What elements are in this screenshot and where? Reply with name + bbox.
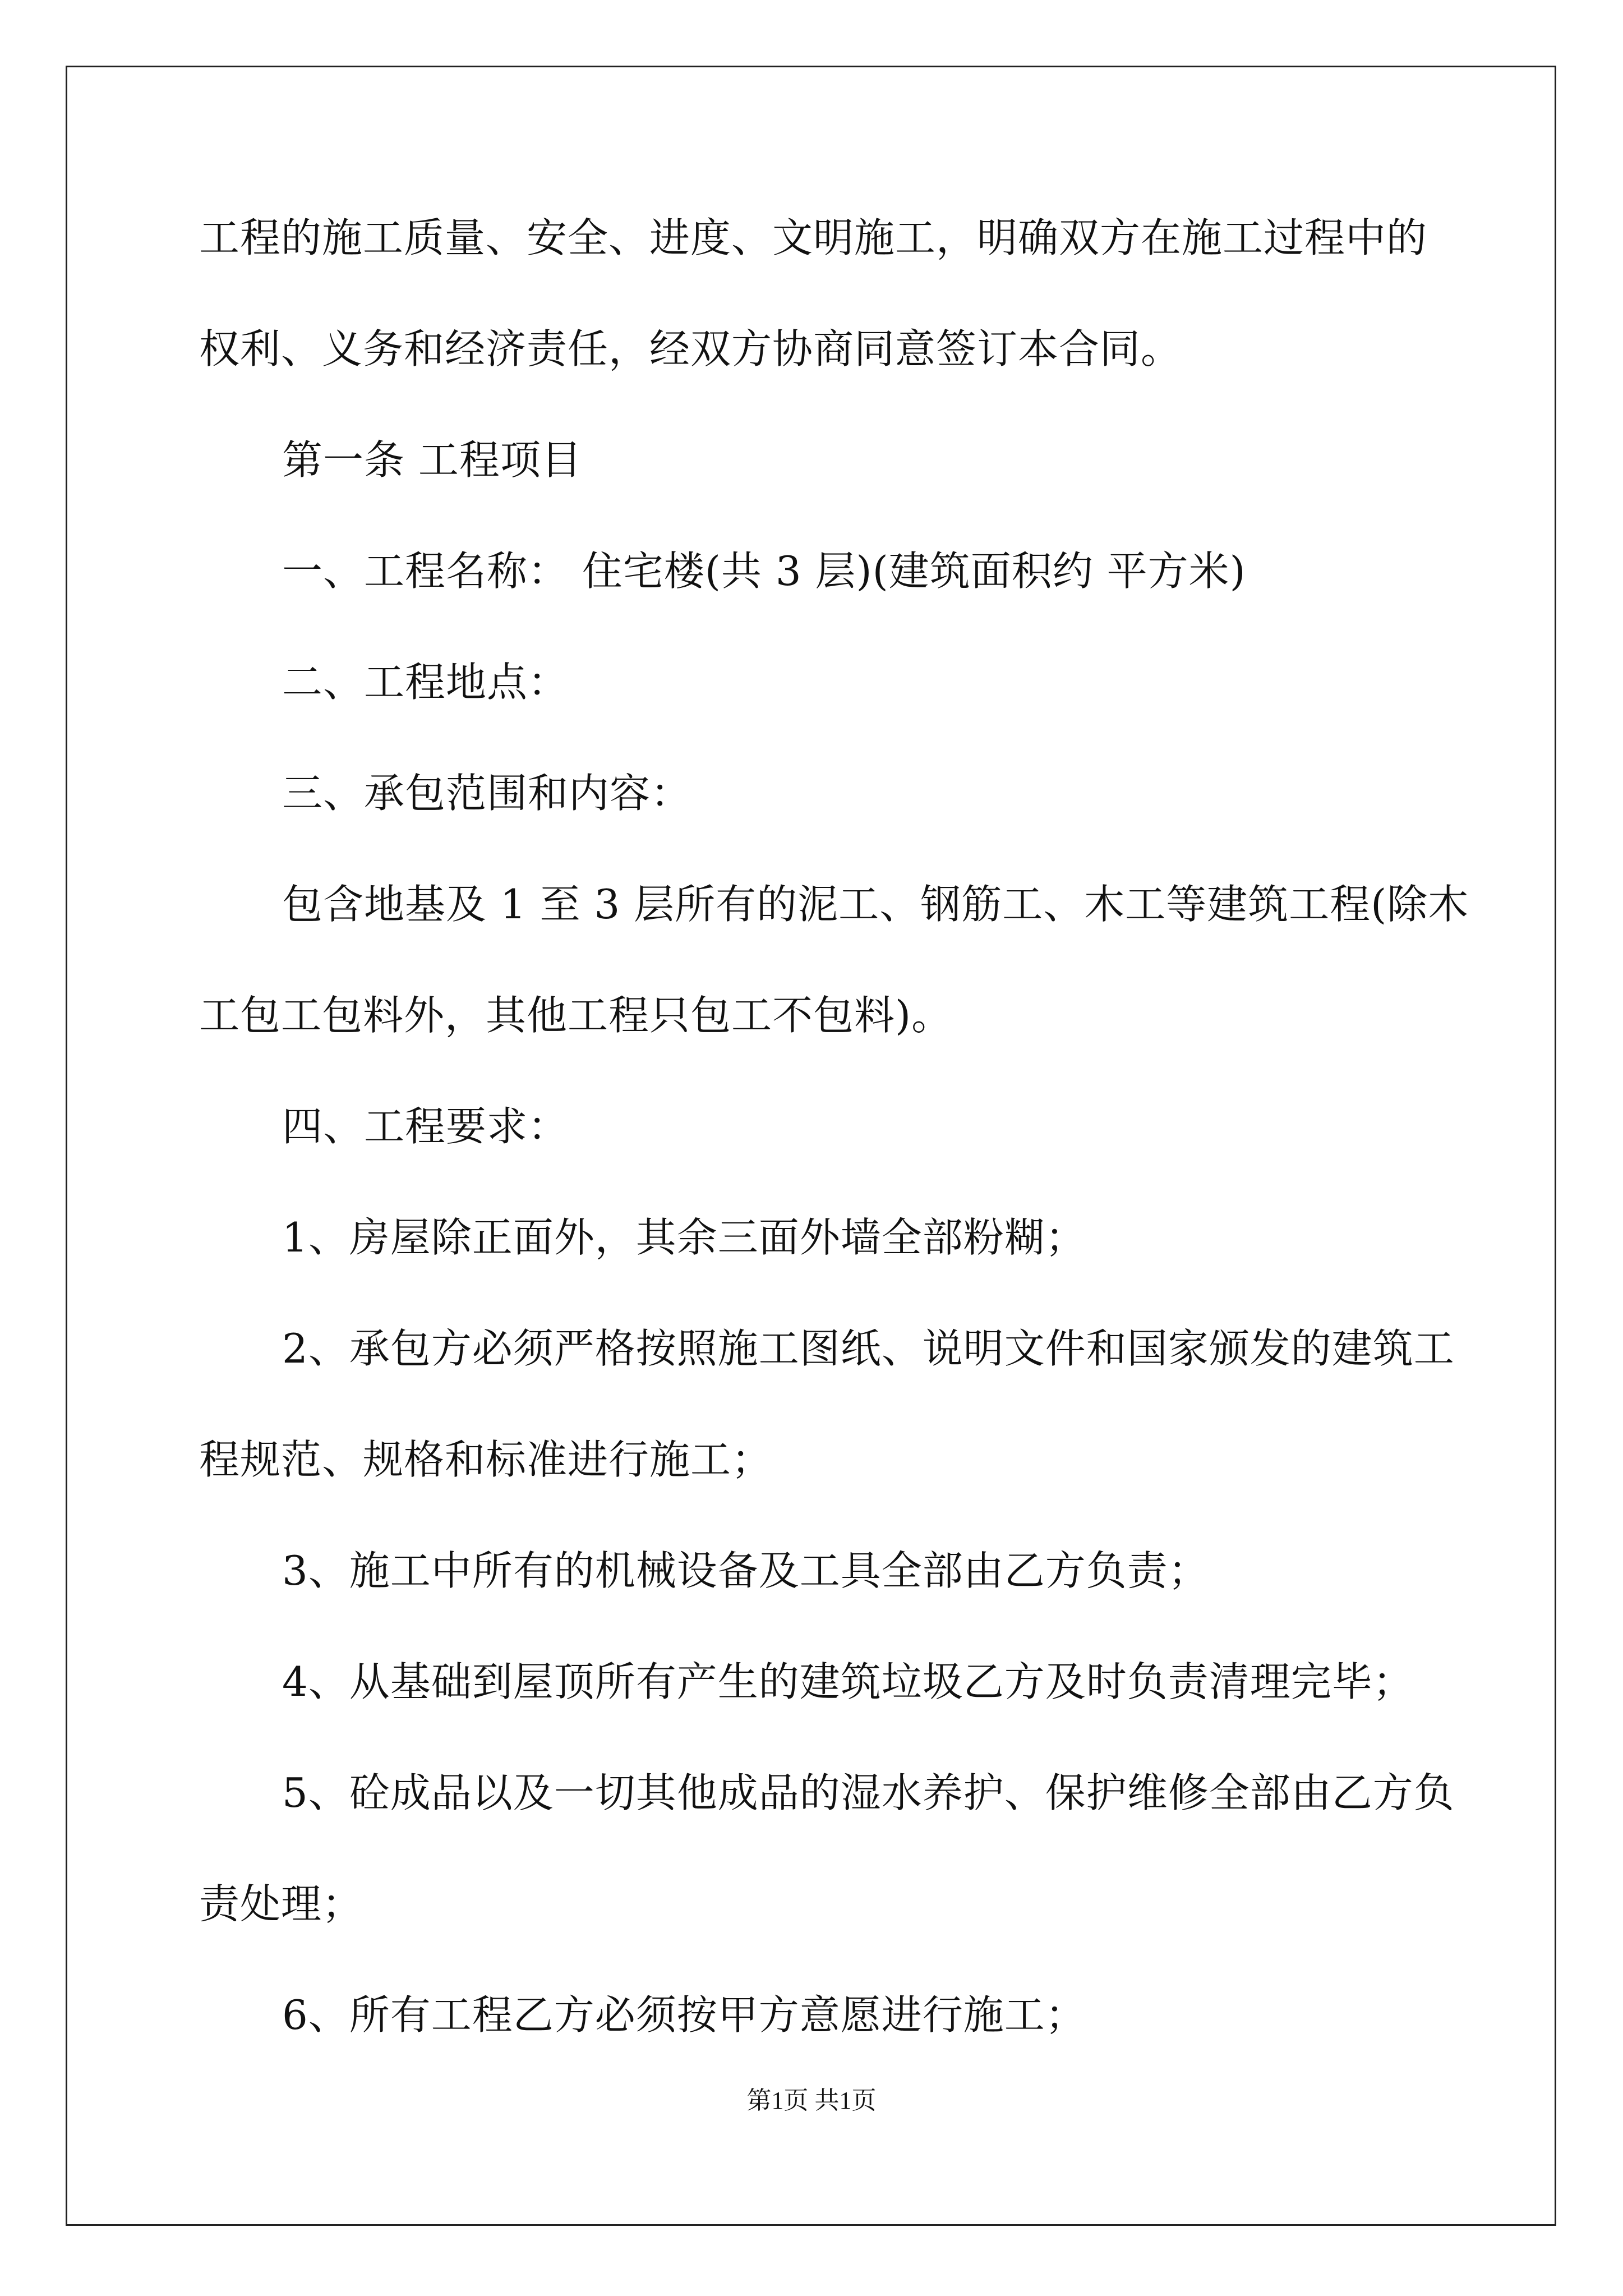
list-item: 1、房屋除正面外，其余三面外墙全部粉糊； xyxy=(282,1214,1086,1261)
list-item: 2、承包方必须严格按照施工图纸、说明文件和国家颁发的建筑工 xyxy=(282,1325,1455,1372)
page-number: 第1页 共1页 xyxy=(746,2087,877,2114)
article-heading: 第一条 工程项目 xyxy=(282,436,582,484)
text-line: 二、工程地点： xyxy=(282,659,569,706)
text-line: 包含地基及 1 至 3 层所有的泥工、钢筋工、木工等建筑工程(除木 xyxy=(282,881,1469,928)
text-line: 四、工程要求： xyxy=(282,1103,569,1150)
text-line: 一、工程名称： 住宅楼(共 3 层)(建筑面积约 平方米) xyxy=(282,547,1246,595)
text-line: 工包工包料外，其他工程只包工不包料)。 xyxy=(199,992,953,1039)
list-item: 6、所有工程乙方必须按甲方意愿进行施工； xyxy=(282,1991,1086,2039)
list-item: 5、砼成品以及一切其他成品的湿水养护、保护维修全部由乙方负 xyxy=(282,1769,1455,1816)
text-line: 三、承包范围和内容： xyxy=(282,770,692,817)
text-line: 工程的施工质量、安全、进度、文明施工，明确双方在施工过程中的 xyxy=(199,214,1428,261)
list-item: 3、施工中所有的机械设备及工具全部由乙方负责； xyxy=(282,1547,1209,1594)
text-line: 责处理； xyxy=(199,1880,363,1927)
document-body xyxy=(199,214,1469,2106)
text-line: 程规范、规格和标准进行施工； xyxy=(199,1436,773,1483)
list-item: 4、从基础到屋顶所有产生的建筑垃圾乙方及时负责清理完毕； xyxy=(282,1658,1414,1705)
text-line: 权利、义务和经济责任，经双方协商同意签订本合同。 xyxy=(199,325,1182,372)
